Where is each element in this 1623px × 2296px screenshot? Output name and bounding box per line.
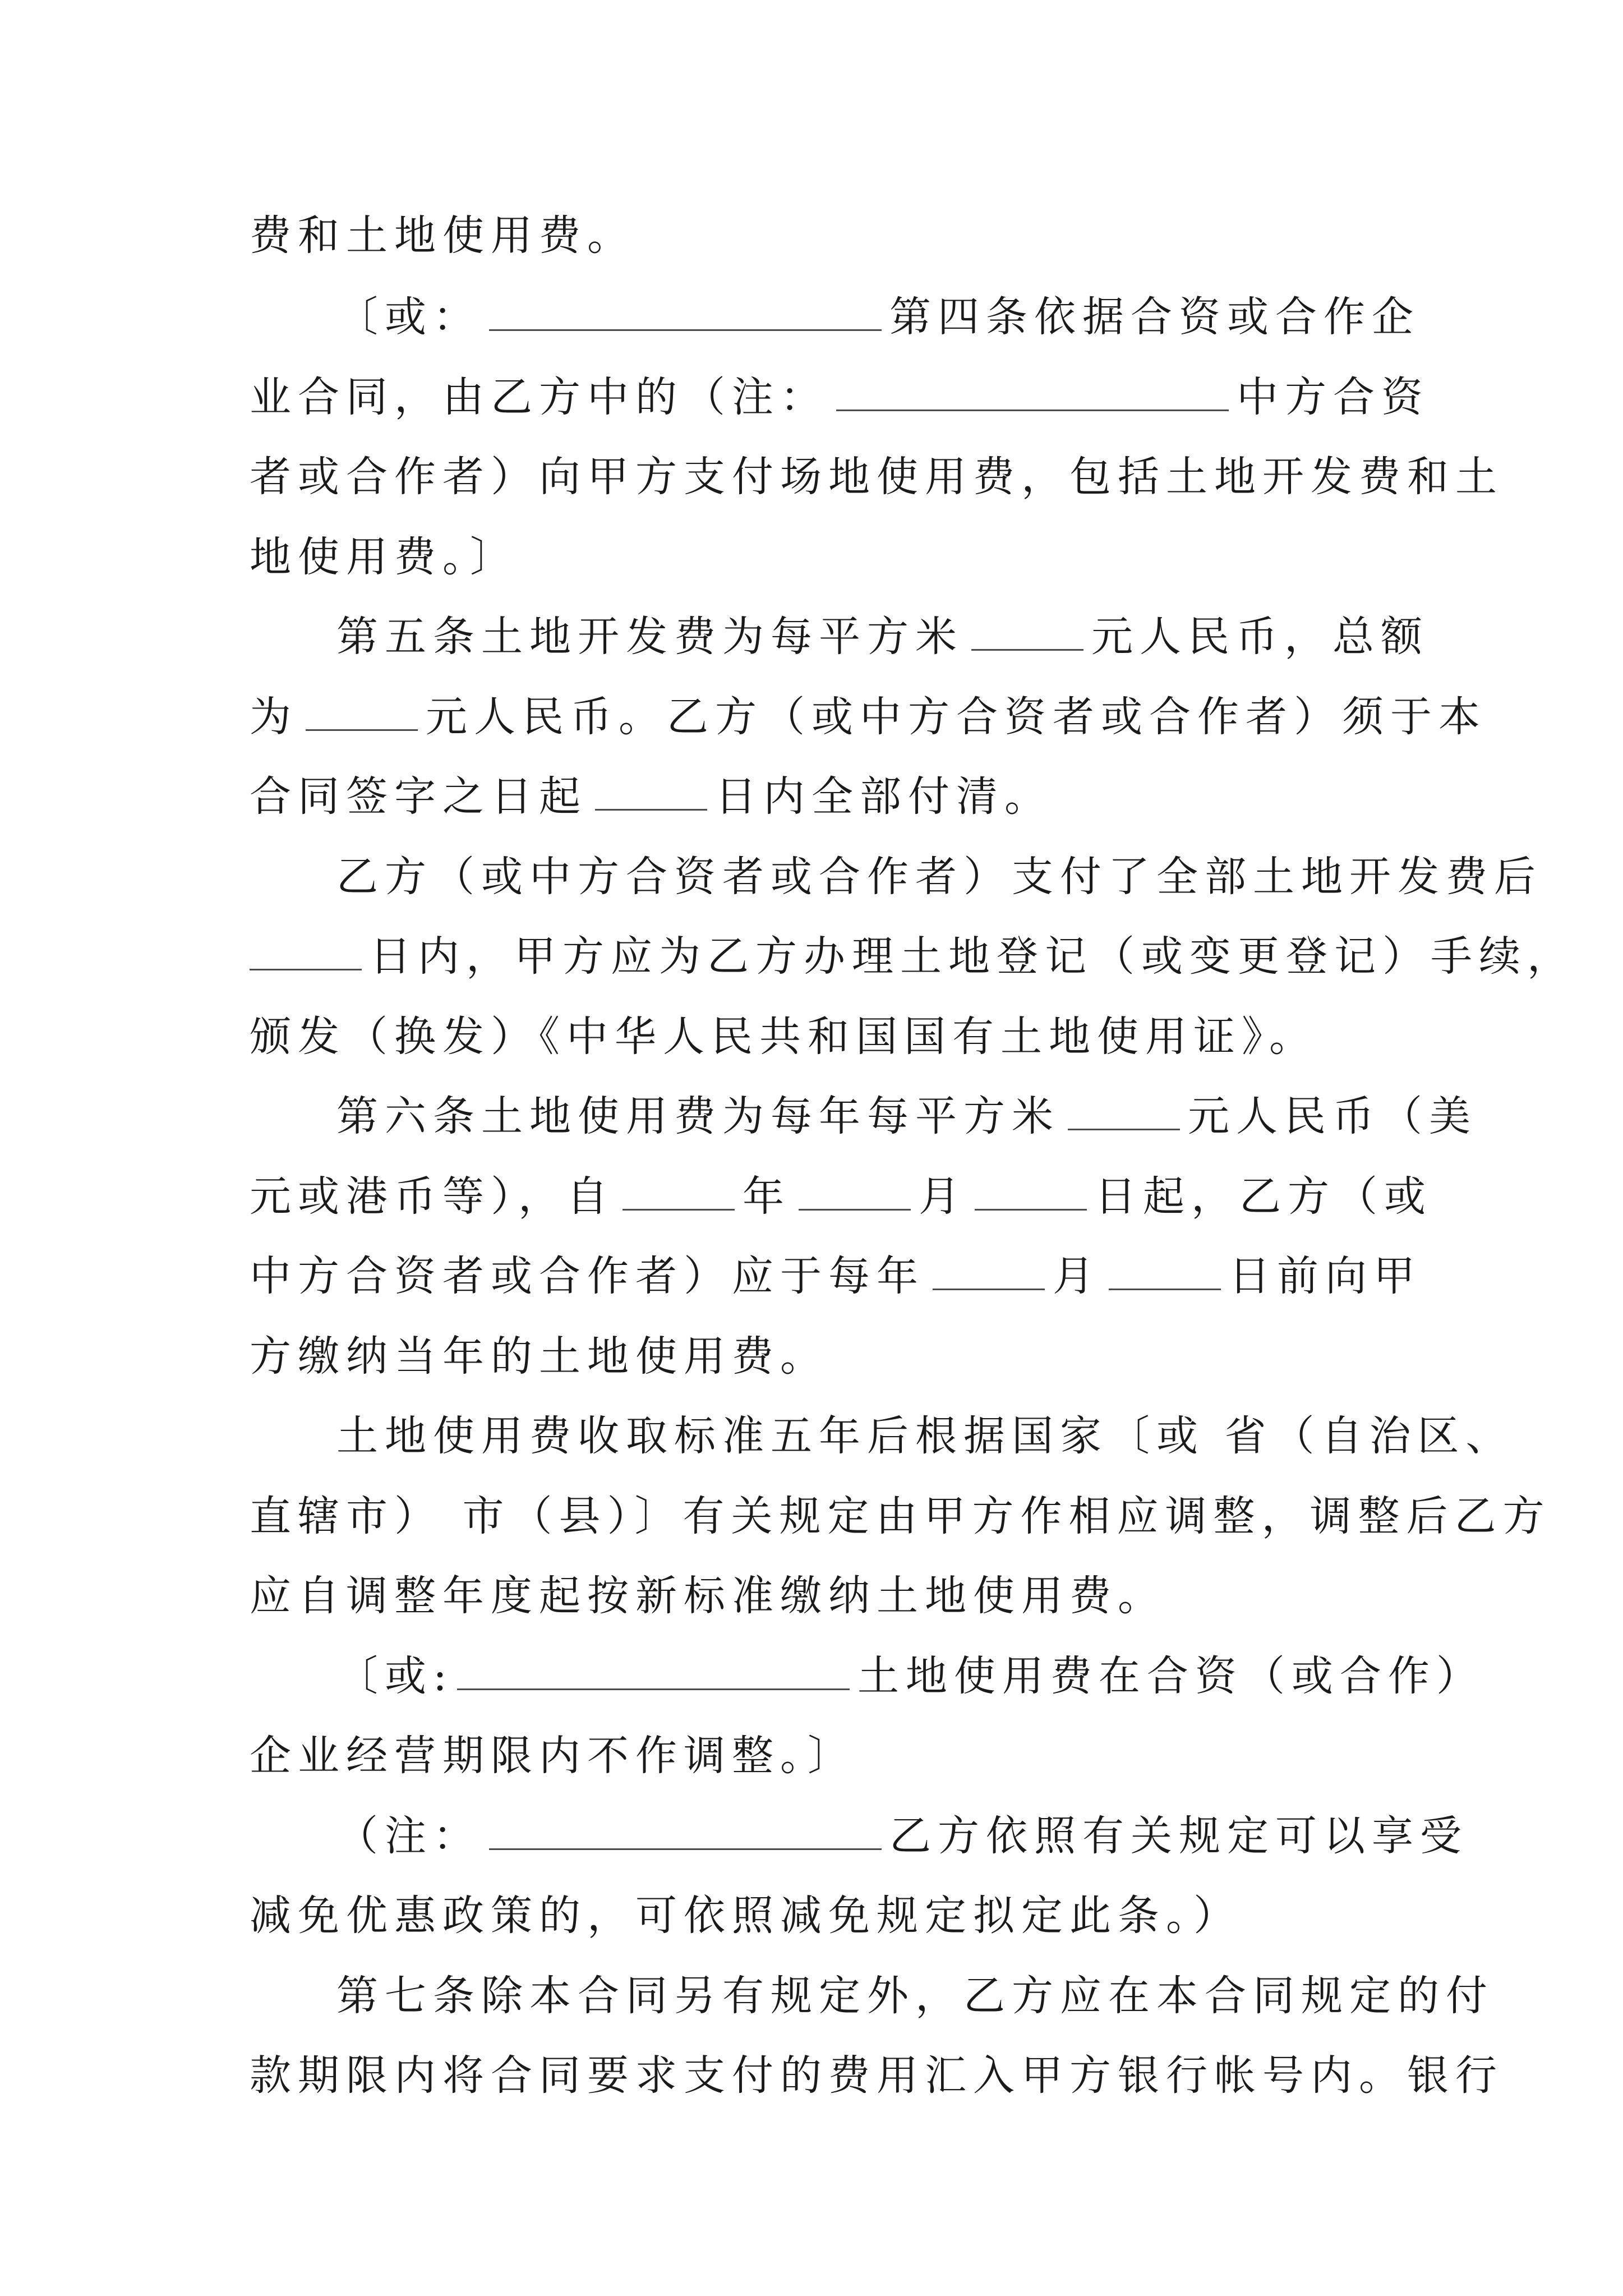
paragraph-line — [250, 449, 1504, 505]
text-run: 企业经营期限内不作调整。〕 — [250, 1732, 856, 1780]
paragraph-line — [250, 2047, 1504, 2104]
paragraph-line — [250, 1168, 1432, 1225]
text-run: 元人民币。乙方（或中方合资者或合作者）须于本 — [426, 693, 1487, 741]
paragraph-line — [336, 1968, 1494, 2024]
paragraph-line — [336, 849, 1542, 905]
fill-in-blank[interactable] — [975, 1175, 1087, 1211]
text-run: 合同签字之日起 — [250, 772, 587, 821]
text-run: 元人民币，总额 — [1091, 613, 1429, 661]
text-run: 元人民币（美 — [1188, 1092, 1477, 1140]
text-run: 日起，乙方（或 — [1095, 1172, 1432, 1221]
paragraph-line — [250, 529, 1399, 585]
paragraph-line — [250, 769, 1399, 825]
fill-in-blank[interactable] — [836, 376, 1229, 411]
paragraph-line — [336, 609, 1429, 665]
text-run: 〔或: — [336, 1652, 454, 1700]
text-run: 第五条土地开发费为每平方米 — [336, 613, 963, 661]
text-run: 土地使用费在合资（或合作） — [857, 1652, 1484, 1700]
paragraph-line — [250, 928, 1575, 984]
fill-in-blank[interactable] — [933, 1255, 1045, 1290]
text-run: 直辖市） 市（县）〕有关规定由甲方作相应调整，调整后乙方 — [250, 1492, 1551, 1540]
text-run: 中方合资 — [1237, 373, 1430, 421]
text-run: 为 — [250, 693, 298, 741]
fill-in-blank[interactable] — [306, 696, 418, 731]
fill-in-blank[interactable] — [623, 1175, 735, 1211]
text-run: 方缴纳当年的土地使用费。 — [250, 1332, 828, 1381]
text-run: 第七条除本合同另有规定外，乙方应在本合同规定的付 — [336, 1972, 1494, 2020]
text-run: 月 — [919, 1172, 967, 1221]
paragraph-line — [336, 1648, 1484, 1704]
text-run: 乙方（或中方合资者或合作者）支付了全部土地开发费后 — [336, 853, 1542, 901]
text-run: 第四条依据合资或合作企 — [889, 293, 1420, 341]
fill-in-blank[interactable] — [489, 1815, 882, 1850]
text-run: 颁发（换发）《中华人民共和国国有土地使用证》。 — [250, 1013, 1317, 1061]
text-run: 款期限内将合同要求支付的费用汇入甲方银行帐号内。银行 — [250, 2051, 1504, 2100]
paragraph-line — [336, 1088, 1477, 1144]
fill-in-blank[interactable] — [799, 1175, 911, 1211]
paragraph-line — [250, 1488, 1551, 1544]
text-run: 日内全部付清。 — [715, 772, 1053, 821]
paragraph-line — [336, 289, 1420, 345]
paragraph-line — [250, 1248, 1422, 1304]
text-run: 业合同，由乙方中的（注： — [250, 373, 828, 421]
text-run: 应自调整年度起按新标准缴纳土地使用费。 — [250, 1572, 1166, 1620]
paragraph-line — [250, 369, 1430, 425]
text-run: 地使用费。〕 — [250, 533, 518, 581]
paragraph-line — [250, 1009, 1399, 1065]
text-run: 第六条土地使用费为每年每平方米 — [336, 1092, 1060, 1140]
text-run: 乙方依照有关规定可以享受 — [889, 1812, 1468, 1860]
text-run: 月 — [1053, 1252, 1101, 1300]
fill-in-blank[interactable] — [1109, 1255, 1221, 1290]
text-run: 〔或： — [336, 293, 481, 341]
text-run: 年 — [743, 1172, 791, 1221]
text-run: 者或合作者）向甲方支付场地使用费，包括土地开发费和土 — [250, 453, 1504, 501]
fill-in-blank[interactable] — [250, 935, 362, 970]
paragraph-line — [336, 1408, 1514, 1464]
fill-in-blank[interactable] — [595, 775, 707, 811]
paragraph-line — [250, 689, 1487, 745]
text-run: 日内，甲方应为乙方办理土地登记（或变更登记）手续， — [370, 932, 1575, 981]
paragraph-line — [336, 1808, 1468, 1864]
text-run: 费和土地使用费。 — [250, 211, 635, 260]
paragraph-line — [250, 1568, 1399, 1624]
text-run: 日前向甲 — [1229, 1252, 1422, 1300]
paragraph-line — [250, 1888, 1399, 1944]
paragraph-line — [250, 208, 1399, 264]
text-run: 土地使用费收取标准五年后根据国家〔或 省（自治区、 — [336, 1412, 1514, 1460]
fill-in-blank[interactable] — [457, 1655, 850, 1690]
text-run: 中方合资者或合作者）应于每年 — [250, 1252, 925, 1300]
text-run: 元或港币等），自 — [250, 1172, 615, 1221]
fill-in-blank[interactable] — [1068, 1095, 1180, 1130]
paragraph-line — [250, 1328, 1399, 1384]
fill-in-blank[interactable] — [489, 296, 882, 331]
text-run: （注： — [336, 1812, 481, 1860]
fill-in-blank[interactable] — [971, 615, 1083, 651]
text-run: 减免优惠政策的，可依照减免规定拟定此条。） — [250, 1892, 1242, 1940]
paragraph-line — [250, 1728, 1399, 1784]
